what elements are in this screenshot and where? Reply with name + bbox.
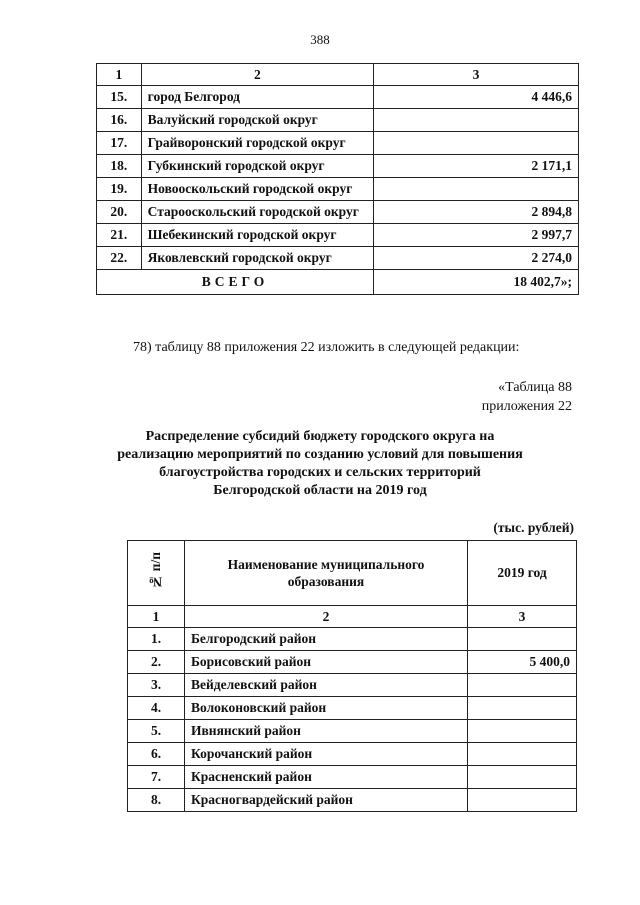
row-value: 2 274,0 xyxy=(374,247,579,270)
row-value xyxy=(468,720,577,743)
column-index-3: 3 xyxy=(468,606,577,628)
table-row xyxy=(97,247,579,270)
row-name: Борисовский район xyxy=(185,651,468,674)
row-number: 16. xyxy=(97,109,142,132)
total-value: 18 402,7»; xyxy=(374,270,579,295)
row-number: 4. xyxy=(128,697,185,720)
total-label: ВСЕГО xyxy=(97,270,374,295)
row-name: Вейделевский район xyxy=(185,674,468,697)
row-name: Красногвардейский район xyxy=(185,789,468,812)
table-row xyxy=(97,132,579,155)
row-value xyxy=(468,674,577,697)
column-header-name xyxy=(185,541,468,606)
table-reference xyxy=(482,378,572,416)
row-number: 19. xyxy=(97,178,142,201)
row-value xyxy=(374,178,579,201)
row-number: 21. xyxy=(97,224,142,247)
row-number: 3. xyxy=(128,674,185,697)
heading-line: Белгородской области на 2019 год xyxy=(213,483,427,498)
name-header-line: образования xyxy=(287,574,365,589)
column-index-row xyxy=(128,606,577,628)
column-header-year: 2019 год xyxy=(468,541,577,606)
table-row xyxy=(97,86,579,109)
column-index-2: 2 xyxy=(185,606,468,628)
row-name: Шебекинский городской округ xyxy=(141,224,373,247)
table-row xyxy=(97,155,579,178)
row-number: 7. xyxy=(128,766,185,789)
table-reference-line: «Таблица 88 xyxy=(498,380,572,395)
row-value xyxy=(374,109,579,132)
row-name: Яковлевский городской округ xyxy=(141,247,373,270)
row-value xyxy=(374,132,579,155)
row-number: 1. xyxy=(128,628,185,651)
row-number: 2. xyxy=(128,651,185,674)
table-row xyxy=(97,178,579,201)
table-row xyxy=(128,651,577,674)
row-name: Красненский район xyxy=(185,766,468,789)
row-name: Губкинский городской округ xyxy=(141,155,373,178)
row-value: 2 171,1 xyxy=(374,155,579,178)
row-number: 22. xyxy=(97,247,142,270)
column-index-1: 1 xyxy=(128,606,185,628)
row-name: Волоконовский район xyxy=(185,697,468,720)
heading-line: Распределение субсидий бюджету городского округа на xyxy=(145,429,495,444)
table-row xyxy=(128,743,577,766)
table-row xyxy=(128,720,577,743)
row-number: 8. xyxy=(128,789,185,812)
row-name: Старооскольский городской округ xyxy=(141,201,373,224)
table-row xyxy=(97,201,579,224)
table-reference-line: приложения 22 xyxy=(481,399,572,414)
heading-line: благоустройства городских и сельских территорий xyxy=(159,465,481,480)
row-number: 17. xyxy=(97,132,142,155)
row-value xyxy=(468,628,577,651)
amendment-instruction: 78) таблицу 88 приложения 22 изложить в следующей редакции: xyxy=(133,340,520,355)
column-index-1: 1 xyxy=(97,64,142,86)
district-values-table xyxy=(96,63,579,295)
table-row xyxy=(128,766,577,789)
row-value xyxy=(468,789,577,812)
table-heading xyxy=(100,428,540,500)
row-number: 5. xyxy=(128,720,185,743)
row-number: 20. xyxy=(97,201,142,224)
row-name: Новооскольский городской округ xyxy=(141,178,373,201)
row-value xyxy=(468,743,577,766)
table-row xyxy=(128,674,577,697)
row-name: город Белгород xyxy=(141,86,373,109)
column-index-3: 3 xyxy=(374,64,579,86)
page-number: 388 xyxy=(310,32,330,47)
column-index-2: 2 xyxy=(141,64,373,86)
row-name: Ивнянский район xyxy=(185,720,468,743)
total-row xyxy=(97,270,579,295)
row-number: 18. xyxy=(97,155,142,178)
table-row xyxy=(97,109,579,132)
column-header-number xyxy=(128,541,185,606)
row-value xyxy=(468,697,577,720)
row-name: Корочанский район xyxy=(185,743,468,766)
row-value: 4 446,6 xyxy=(374,86,579,109)
table-header-row xyxy=(128,541,577,606)
heading-line: реализацию мероприятий по созданию условий для повышения xyxy=(117,447,523,462)
table-row xyxy=(128,697,577,720)
row-name: Грайворонский городской округ xyxy=(141,132,373,155)
row-value: 2 894,8 xyxy=(374,201,579,224)
number-header-text: № п/п xyxy=(148,552,163,590)
table-row xyxy=(128,789,577,812)
name-header-line: Наименование муниципального xyxy=(227,557,425,572)
row-number: 6. xyxy=(128,743,185,766)
row-value xyxy=(468,766,577,789)
row-name: Белгородский район xyxy=(185,628,468,651)
table-row xyxy=(128,628,577,651)
table-row xyxy=(97,224,579,247)
row-value: 2 997,7 xyxy=(374,224,579,247)
row-value: 5 400,0 xyxy=(468,651,577,674)
table-header-row xyxy=(97,64,579,86)
units-label: (тыс. рублей) xyxy=(493,520,574,535)
subsidy-table xyxy=(127,540,577,812)
row-number: 15. xyxy=(97,86,142,109)
row-name: Валуйский городской округ xyxy=(141,109,373,132)
